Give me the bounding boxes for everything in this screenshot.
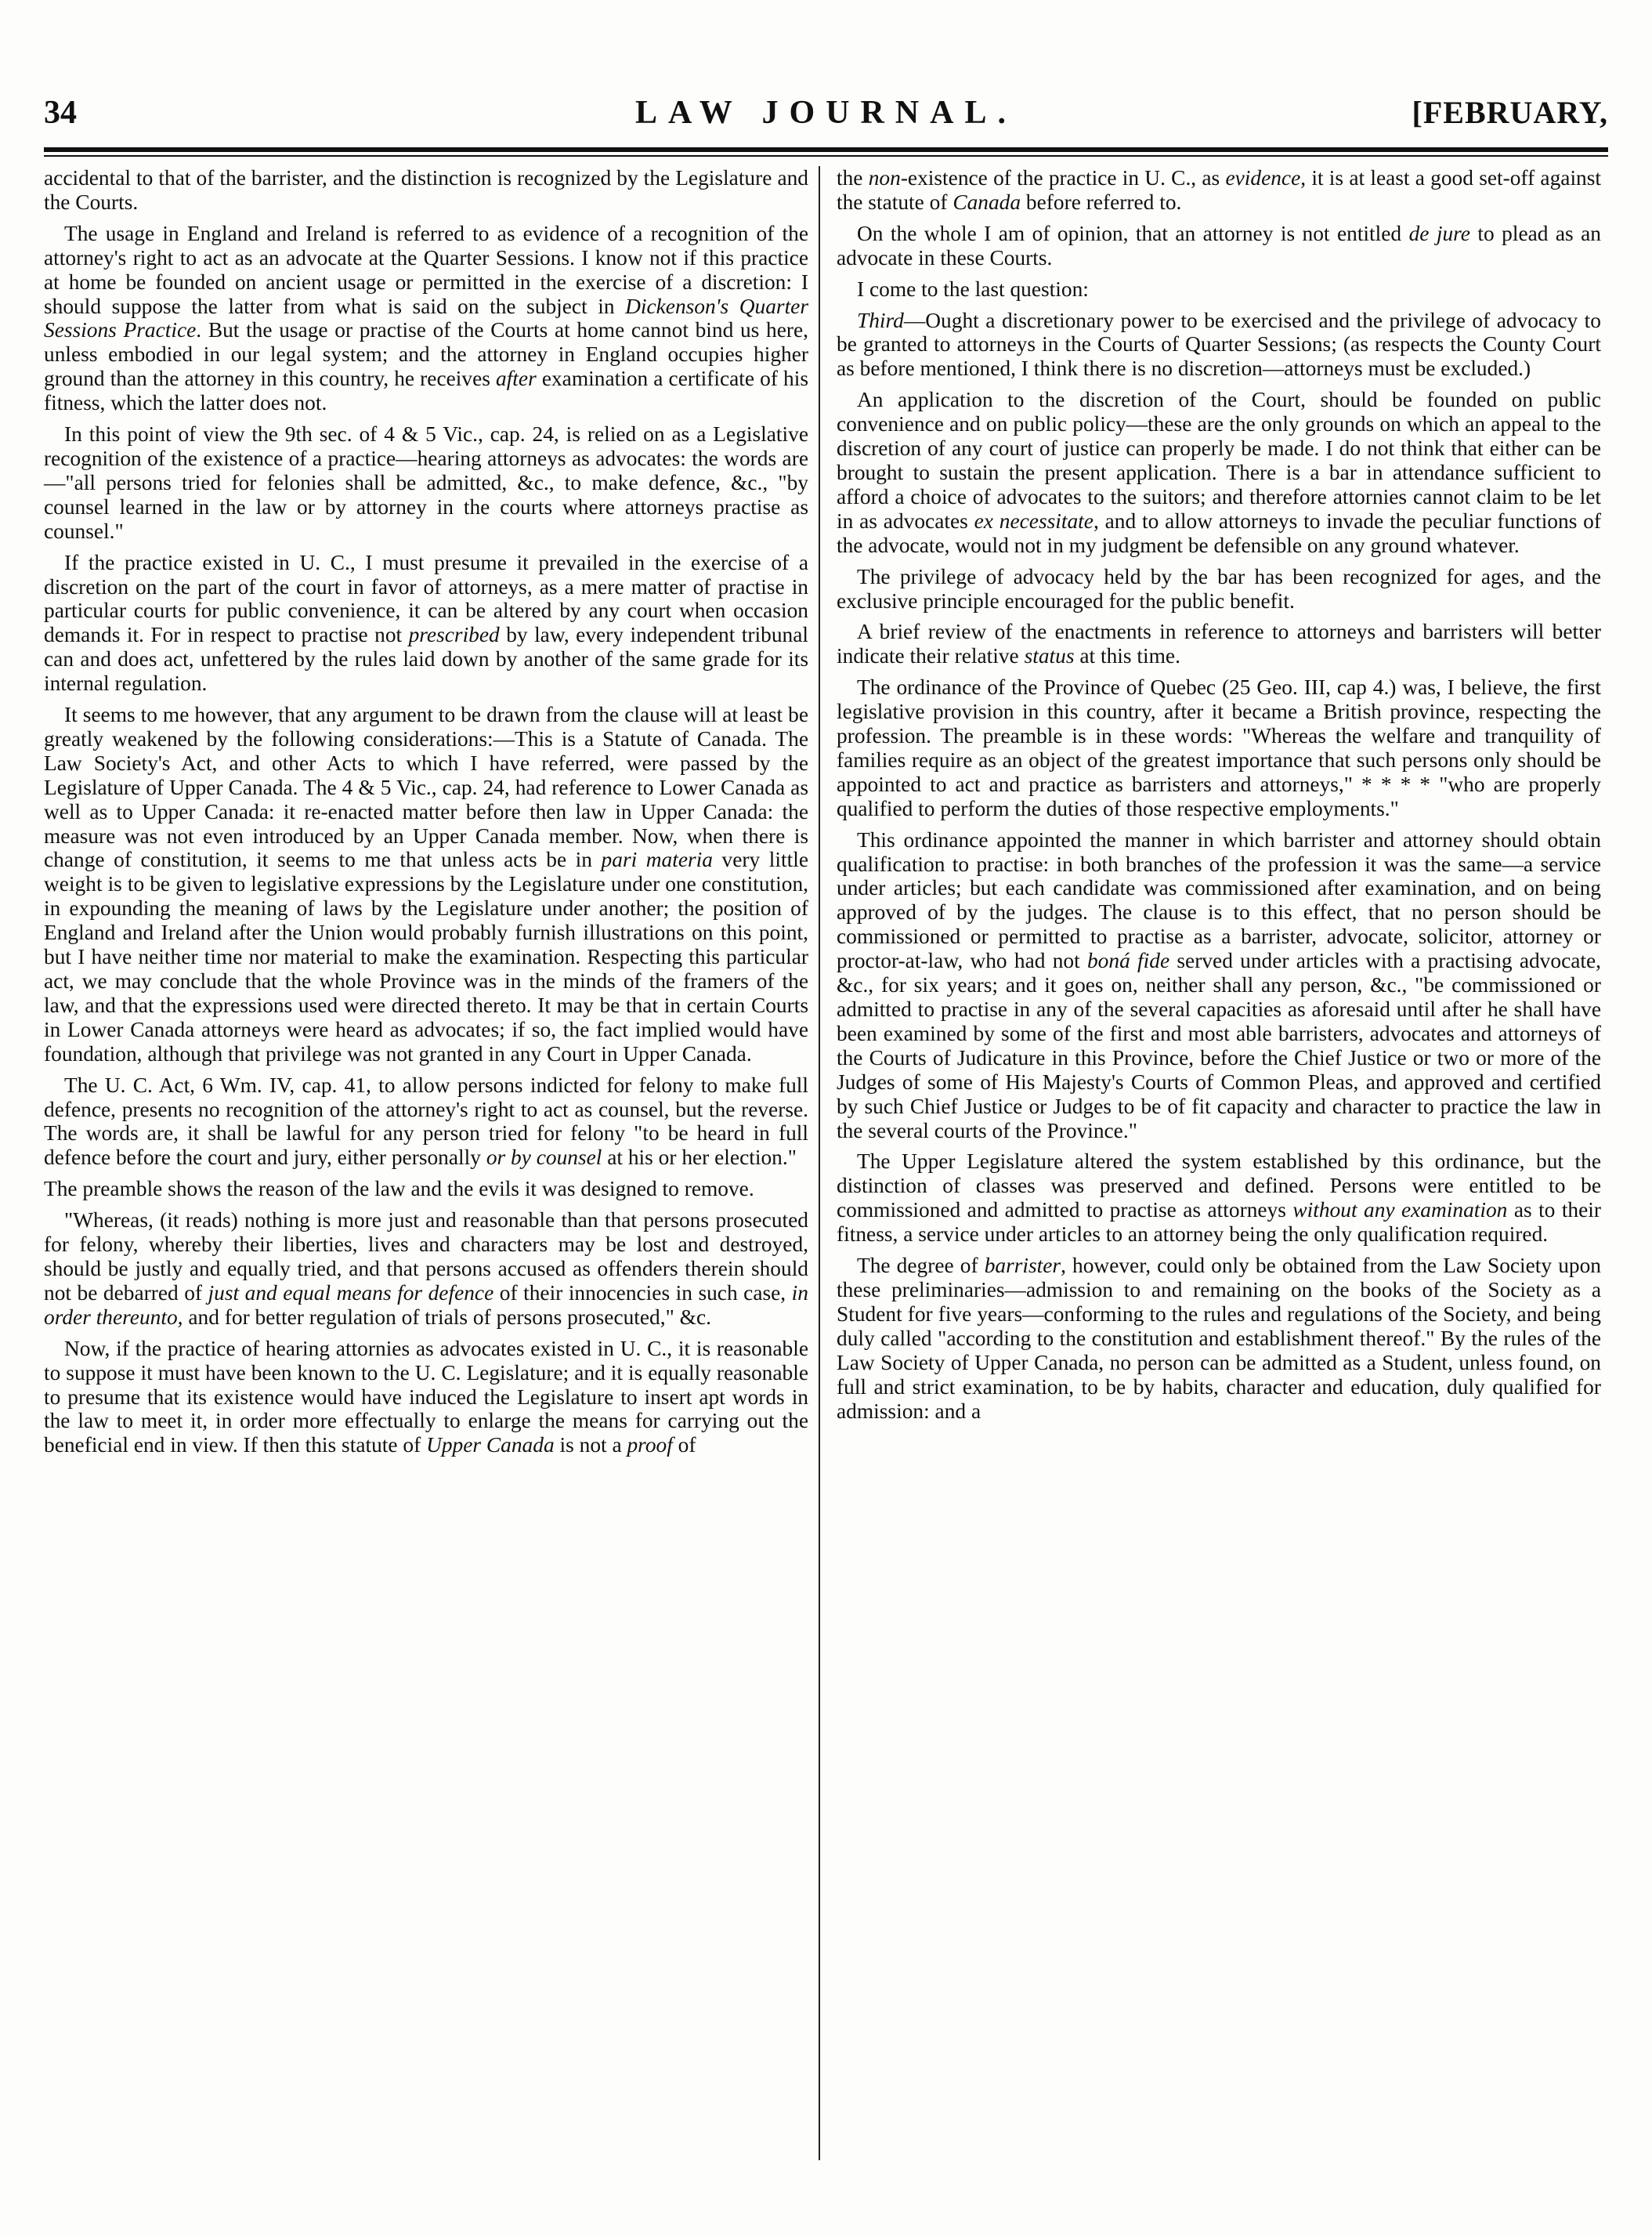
- paragraph: If the practice existed in U. C., I must presume it prevailed in the exercise of a discretion on the part of the court in favor of attorneys, as a mere matter of practise in particular courts for public convenience, it can be altered by any court when occasion demands it. For in respect to practise not prescribed by law, every independent tribunal can and does act, unfettered by the rules laid down by another of the same grade for its internal regulation.: [44, 550, 808, 696]
- running-header: [44, 94, 1608, 141]
- paragraph: I come to the last question:: [857, 277, 1089, 301]
- paragraph: The degree of barrister, however, could only be obtained from the Law Society upon these preliminaries—admission to and remaining on the books of the Society as a Student for five years—conforming to the rules and regulations of the Society, and being duly called "according to the constitution and establishment thereof." By the rules of the Law Society of Upper Canada, no person can be admitted as a Student, unless found, on full and strict examination, to be by habits, character and education, duly qualified for admission: and a: [837, 1254, 1601, 1423]
- paragraph: In this point of view the 9th sec. of 4 & 5 Vic., cap. 24, is relied on as a Legislative recognition of the existence of a practice—hearing attorneys as advocates: the words are—"all persons tried for felonies shall be admitted, &c., to make defence, &c., "by counsel learned in the law or by attorney in the courts where attorneys practise as counsel.": [44, 422, 808, 543]
- header-rule-thick: [44, 147, 1608, 152]
- paragraph: The Upper Legislature altered the system established by this ordinance, but the distinction of classes was preserved and defined. Persons were entitled to be commissioned and admitted to practise as attorneys without any examination as to their fitness, a service under articles to an attorney being the only qualification required.: [837, 1149, 1602, 1247]
- paragraph: On the whole I am of opinion, that an attorney is not entitled de jure to plead as an advocate in these Courts.: [837, 221, 1601, 270]
- paragraph: An application to the discretion of the Court, should be founded on public convenience and on public policy—these are the only grounds on which an appeal to the discretion of any court of justice can properly be made. I do not think that either can be brought to sustain the present application. There is a bar in attendance sufficient to afford a choice of advocates to the suitors; and therefore attornies cannot claim to be let in as advocates ex necessitate, and to allow attorneys to invade the peculiar functions of the advocate, would not in my judgment be defensible on any ground whatever.: [837, 388, 1602, 557]
- paragraph: Now, if the practice of hearing attornies as advocates existed in U. C., it is reasonable to suppose it must have been known to the U. C. Legislature; and it is equally reasonable to presume that its existence would have induced the Legislature to insert apt words in the law to meet it, in order more effectually to enlarge the means for carrying out the beneficial end in view. If then this statute of Upper Canada is not a proof of: [44, 1336, 808, 1457]
- issue-month: [FEBRUARY,: [1412, 95, 1608, 130]
- paragraph: Third—Ought a discretionary power to be exercised and the privilege of advocacy to be granted to attorneys in the Courts of Quarter Sessions; (as respects the County Court as before mentioned, I think there is no discretion—attorneys must be excluded.): [837, 308, 1601, 381]
- right-column: [837, 166, 1601, 1430]
- paragraph: It seems to me however, that any argument to be drawn from the clause will at least be greatly weakened by the following considerations:—This is a Statute of Canada. The Law Society's Act, and other Acts to which I have referred, were passed by the Legislature of Upper Canada. The 4 & 5 Vic., cap. 24, had reference to Lower Canada as well as to Upper Canada: it re-enacted matter before then law in Upper Canada: the measure was not even introduced by an Upper Canada member. Now, when there is change of constitution, it seems to me that unless acts be in pari materia very little weight is to be given to legislative expressions by the Legislature under one constitution, in expounding the meaning of laws by the Legislature under another; the position of England and Ireland after the Union would probably furnish illustrations on this point, but I have neither time nor material to make the examination. Respecting this particular act, we may conclude that the whole Province was in the minds of the framers of the law, and that the expressions used were directed thereto. It may be that in certain Courts in Lower Canada attorneys were heard as advocates; if so, the fact implied would have foundation, although that privilege was not granted in any Court in Upper Canada.: [44, 703, 808, 1066]
- paragraph: This ordinance appointed the manner in which barrister and attorney should obtain qualification to practise: in both branches of the profession it was the same—a service under articles; but each candidate was commissioned after examination, and on being approved of by the judges. The clause is to this effect, that no person should be commissioned or permitted to practise as a barrister, advocate, solicitor, attorney or proctor-at-law, who had not boná fide served under articles with a practising advocate, &c., for six years; and it goes on, neither shall any person, &c., "be commissioned or admitted to practise in any of the several capacities as aforesaid until after he shall have been examined by some of the first and most able barristers, advocates and attorneys of the Courts of Judicature in this Province, before the Chief Justice or two or more of the Judges of some of His Majesty's Courts of Common Pleas, and approved and certified by such Chief Justice or Judges to be of fit capacity and character to practice the law in the several courts of the Province.": [837, 827, 1601, 1142]
- paragraph: The preamble shows the reason of the law and the evils it was designed to remove.: [44, 1177, 754, 1201]
- left-column: [44, 166, 808, 1464]
- paragraph: A brief review of the enactments in reference to attorneys and barristers will better indicate their relative status at this time.: [837, 620, 1601, 668]
- journal-title: LAW JOURNAL.: [635, 95, 1017, 131]
- paragraph: The privilege of advocacy held by the bar has been recognized for ages, and the exclusive principle encouraged for the public benefit.: [837, 564, 1601, 613]
- column-divider: [819, 166, 820, 2160]
- quoted-preamble: "Whereas, (it reads) nothing is more just and reasonable than that persons prosecuted for felony, whereby their liberties, lives and characters may be lost and destroyed, should be justly and equally tried, and that persons accused as offenders therein should not be debarred of just and equal means for defence of their innocencies in such case, in order thereunto, and for better regulation of trials of persons prosecuted," &c.: [44, 1208, 808, 1329]
- header-rule-thin: [44, 155, 1608, 157]
- paragraph: the non-existence of the practice in U. C., as evidence, it is at least a good set-off against the statute of Canada before referred to.: [837, 166, 1602, 214]
- paragraph: The U. C. Act, 6 Wm. IV, cap. 41, to allow persons indicted for felony to make full defence, presents no recognition of the attorney's right to act as counsel, but the reverse. The words are, it shall be lawful for any person tried for felony "to be heard in full defence before the court and jury, either personally or by counsel at his or her election.": [44, 1073, 808, 1170]
- paragraph: The ordinance of the Province of Quebec (25 Geo. III, cap 4.) was, I believe, the first legislative provision in this country, after it became a British province, respecting the profession. The preamble is in these words: "Whereas the welfare and tranquility of families require as an object of the greatest importance that such persons only should be appointed to act and practice as barristers and attorneys," * * * * "who are properly qualified to perform the duties of those respective employments.": [837, 675, 1601, 820]
- paragraph: The usage in England and Ireland is referred to as evidence of a recognition of the attorney's right to act as an advocate at the Quarter Sessions. I know not if this practice at home be founded on ancient usage or permitted in the exercise of a discretion: I should suppose the latter from what is said on the subject in Dickenson's Quarter Sessions Practice. But the usage or practise of the Courts at home cannot bind us here, unless embodied in our legal system; and the attorney in England occupies higher ground than the attorney in this country, he receives after examination a certificate of his fitness, which the latter does not.: [44, 221, 808, 415]
- paragraph: accidental to that of the barrister, and the distinction is recognized by the Legislature and the Courts.: [44, 166, 808, 214]
- page-number: 34: [44, 95, 77, 131]
